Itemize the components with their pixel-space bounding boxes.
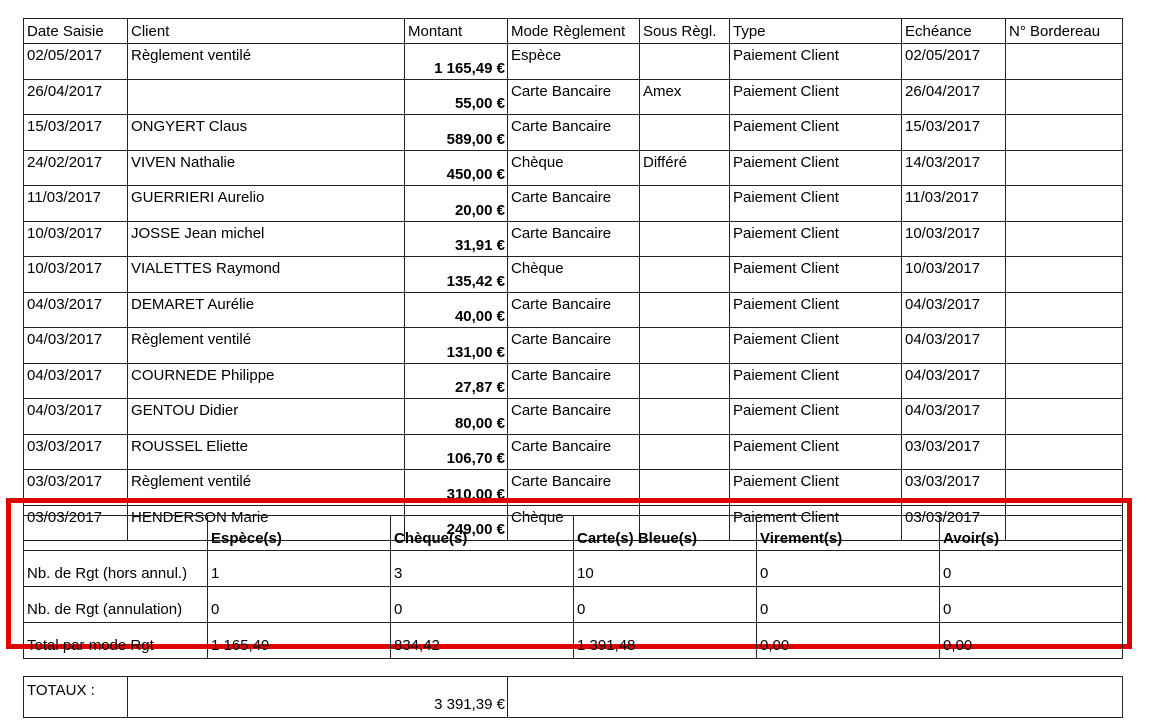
cell-client: Règlement ventilé [128,44,405,80]
cell-no-bordereau [1006,363,1123,399]
header-echeance: Echéance [902,19,1006,44]
cell-echeance: 03/03/2017 [902,434,1006,470]
summary-cell-cartes-bleues: 1 391,48 [574,623,757,659]
cell-mode-reglement: Carte Bancaire [508,328,640,364]
cell-client: VIALETTES Raymond [128,257,405,293]
cell-client: HENDERSON Marie [128,505,405,541]
summary-cell-cheques: 3 [391,551,574,587]
summary-header-row [24,516,1123,551]
cell-sous-regl: Différé [640,150,730,186]
cell-date-saisie: 02/05/2017 [24,44,128,80]
cell-mode-reglement: Carte Bancaire [508,363,640,399]
summary-header-avoirs: Avoir(s) [940,516,1123,551]
cell-echeance: 04/03/2017 [902,328,1006,364]
cell-echeance: 03/03/2017 [902,470,1006,506]
summary-cell-cartes-bleues: 10 [574,551,757,587]
cell-client: Règlement ventilé [128,470,405,506]
cell-client: DEMARET Aurélie [128,292,405,328]
cell-montant: 450,00 € [405,150,508,186]
cell-sous-regl: Amex [640,79,730,115]
cell-echeance: 04/03/2017 [902,363,1006,399]
cell-mode-reglement: Carte Bancaire [508,186,640,222]
totals-amount: 3 391,39 € [128,677,508,718]
summary-cell-virements: 0,00 [757,623,940,659]
cell-montant: 55,00 € [405,79,508,115]
table-row [24,363,1123,399]
table-row [24,221,1123,257]
summary-cell-cheques: 0 [391,587,574,623]
cell-echeance: 11/03/2017 [902,186,1006,222]
cell-date-saisie: 24/02/2017 [24,150,128,186]
cell-type: Paiement Client [730,434,902,470]
cell-mode-reglement: Carte Bancaire [508,399,640,435]
cell-date-saisie: 26/04/2017 [24,79,128,115]
cell-type: Paiement Client [730,328,902,364]
cell-date-saisie: 04/03/2017 [24,399,128,435]
summary-cell-especes: 1 165,49 [208,623,391,659]
cell-no-bordereau [1006,221,1123,257]
cell-montant: 589,00 € [405,115,508,151]
summary-header-cheques: Chèque(s) [391,516,574,551]
cell-mode-reglement: Carte Bancaire [508,79,640,115]
cell-sous-regl [640,328,730,364]
cell-mode-reglement: Carte Bancaire [508,115,640,151]
summary-cell-avoirs: 0 [940,587,1123,623]
cell-client [128,79,405,115]
cell-echeance: 15/03/2017 [902,115,1006,151]
table-row [24,150,1123,186]
table-row [24,257,1123,293]
cell-client: Règlement ventilé [128,328,405,364]
table-row [24,186,1123,222]
cell-type: Paiement Client [730,257,902,293]
cell-type: Paiement Client [730,150,902,186]
summary-header-blank [24,516,208,551]
cell-no-bordereau [1006,328,1123,364]
summary-header-especes: Espèce(s) [208,516,391,551]
summary-table [23,515,1123,659]
cell-no-bordereau [1006,434,1123,470]
cell-type: Paiement Client [730,115,902,151]
table-row [24,79,1123,115]
table-row [24,328,1123,364]
cell-date-saisie: 15/03/2017 [24,115,128,151]
cell-sous-regl [640,292,730,328]
cell-mode-reglement: Chèque [508,505,640,541]
cell-mode-reglement: Carte Bancaire [508,470,640,506]
header-type: Type [730,19,902,44]
cell-type: Paiement Client [730,505,902,541]
table-row [24,399,1123,435]
cell-sous-regl [640,44,730,80]
cell-echeance: 10/03/2017 [902,257,1006,293]
table-row [24,434,1123,470]
cell-sous-regl [640,115,730,151]
cell-sous-regl [640,434,730,470]
cell-no-bordereau [1006,79,1123,115]
summary-cell-virements: 0 [757,551,940,587]
cell-echeance: 26/04/2017 [902,79,1006,115]
summary-cell-virements: 0 [757,587,940,623]
cell-montant: 40,00 € [405,292,508,328]
header-mode-reglement: Mode Règlement [508,19,640,44]
payments-table [23,18,1123,541]
table-row [24,292,1123,328]
cell-type: Paiement Client [730,292,902,328]
cell-date-saisie: 11/03/2017 [24,186,128,222]
cell-client: ROUSSEL Eliette [128,434,405,470]
cell-sous-regl [640,257,730,293]
cell-type: Paiement Client [730,79,902,115]
cell-echeance: 04/03/2017 [902,292,1006,328]
cell-montant: 31,91 € [405,221,508,257]
cell-montant: 80,00 € [405,399,508,435]
header-no-bordereau: N° Bordereau [1006,19,1123,44]
cell-echeance: 14/03/2017 [902,150,1006,186]
cell-client: VIVEN Nathalie [128,150,405,186]
cell-date-saisie: 10/03/2017 [24,257,128,293]
cell-montant: 20,00 € [405,186,508,222]
cell-no-bordereau [1006,292,1123,328]
header-client: Client [128,19,405,44]
summary-row [24,623,1123,659]
totals-table [23,676,1123,718]
totals-row [24,677,1123,718]
summary-cell-especes: 1 [208,551,391,587]
summary-cell-avoirs: 0 [940,551,1123,587]
cell-client: COURNEDE Philippe [128,363,405,399]
cell-sous-regl [640,399,730,435]
header-date-saisie: Date Saisie [24,19,128,44]
cell-montant: 1 165,49 € [405,44,508,80]
cell-type: Paiement Client [730,44,902,80]
cell-echeance: 03/03/2017 [902,505,1006,541]
summary-row [24,587,1123,623]
cell-montant: 131,00 € [405,328,508,364]
cell-date-saisie: 03/03/2017 [24,434,128,470]
header-montant: Montant [405,19,508,44]
cell-type: Paiement Client [730,363,902,399]
cell-date-saisie: 03/03/2017 [24,470,128,506]
cell-mode-reglement: Carte Bancaire [508,434,640,470]
summary-cell-label: Nb. de Rgt (hors annul.) [24,551,208,587]
summary-cell-label: Nb. de Rgt (annulation) [24,587,208,623]
cell-type: Paiement Client [730,470,902,506]
totals-extra [508,677,1123,718]
cell-montant: 249,00 € [405,505,508,541]
cell-mode-reglement: Chèque [508,150,640,186]
cell-date-saisie: 03/03/2017 [24,505,128,541]
summary-cell-label: Total par mode Rgt [24,623,208,659]
cell-sous-regl [640,363,730,399]
cell-sous-regl [640,186,730,222]
header-sous-regl: Sous Règl. [640,19,730,44]
cell-montant: 106,70 € [405,434,508,470]
cell-mode-reglement: Carte Bancaire [508,221,640,257]
cell-mode-reglement: Carte Bancaire [508,292,640,328]
cell-echeance: 04/03/2017 [902,399,1006,435]
cell-no-bordereau [1006,115,1123,151]
cell-mode-reglement: Espèce [508,44,640,80]
table-row [24,44,1123,80]
cell-no-bordereau [1006,399,1123,435]
table-row [24,115,1123,151]
cell-montant: 135,42 € [405,257,508,293]
payments-header-row [24,19,1123,44]
cell-echeance: 02/05/2017 [902,44,1006,80]
cell-no-bordereau [1006,257,1123,293]
cell-mode-reglement: Chèque [508,257,640,293]
cell-date-saisie: 04/03/2017 [24,292,128,328]
cell-client: ONGYERT Claus [128,115,405,151]
summary-row [24,551,1123,587]
cell-date-saisie: 04/03/2017 [24,328,128,364]
summary-cell-especes: 0 [208,587,391,623]
cell-type: Paiement Client [730,399,902,435]
cell-echeance: 10/03/2017 [902,221,1006,257]
summary-cell-cartes-bleues: 0 [574,587,757,623]
summary-cell-avoirs: 0,00 [940,623,1123,659]
summary-header-virements: Virement(s) [757,516,940,551]
cell-type: Paiement Client [730,221,902,257]
cell-date-saisie: 10/03/2017 [24,221,128,257]
totals-label: TOTAUX : [24,677,128,718]
cell-sous-regl [640,221,730,257]
summary-cell-cheques: 834,42 [391,623,574,659]
cell-client: GUERRIERI Aurelio [128,186,405,222]
cell-client: JOSSE Jean michel [128,221,405,257]
cell-date-saisie: 04/03/2017 [24,363,128,399]
cell-no-bordereau [1006,44,1123,80]
cell-client: GENTOU Didier [128,399,405,435]
cell-type: Paiement Client [730,186,902,222]
summary-header-cartes-bleues: Carte(s) Bleue(s) [574,516,757,551]
cell-montant: 310,00 € [405,470,508,506]
cell-no-bordereau [1006,150,1123,186]
cell-montant: 27,87 € [405,363,508,399]
cell-no-bordereau [1006,186,1123,222]
